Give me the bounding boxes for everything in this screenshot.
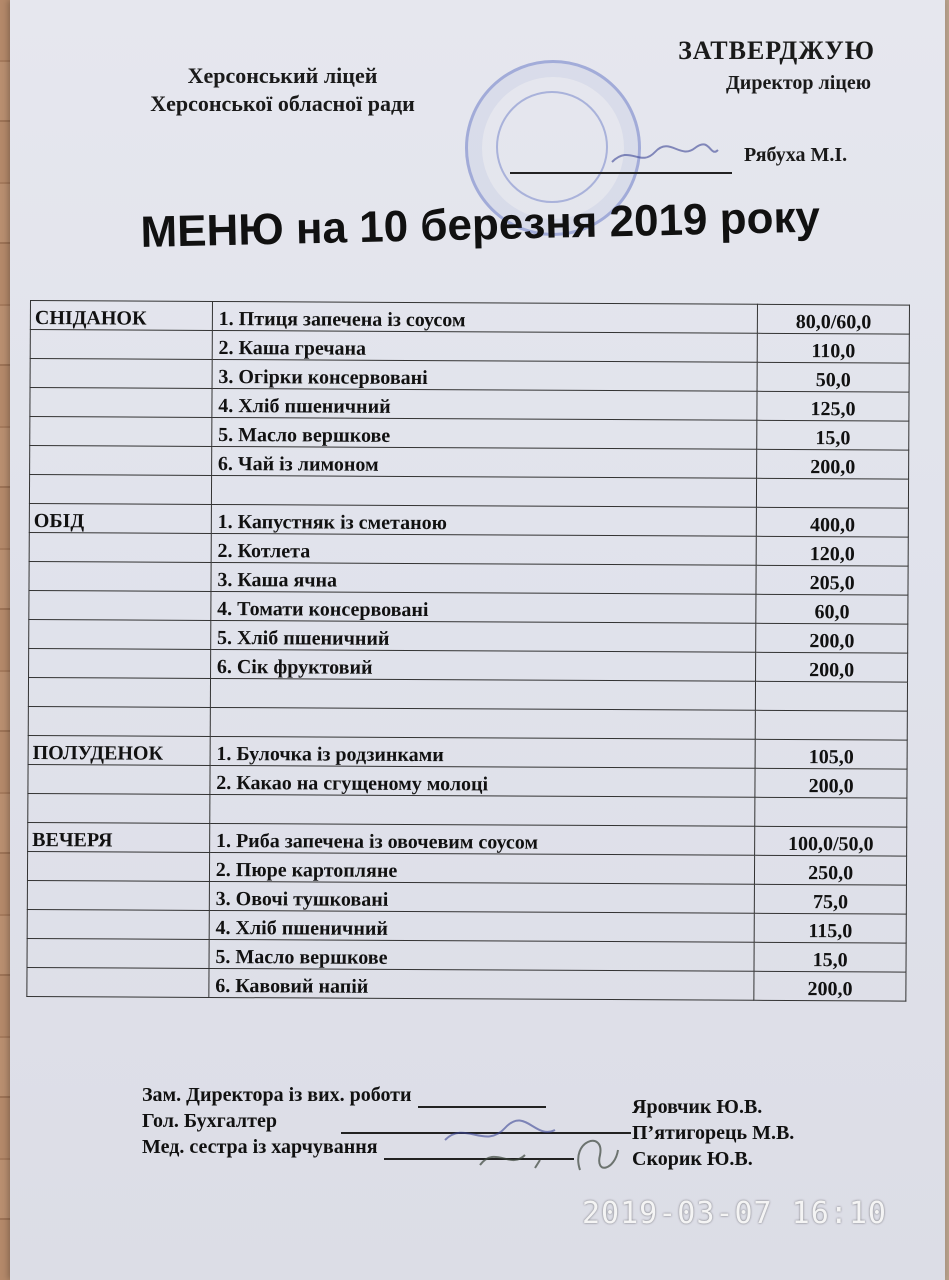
- menu-table: [26, 300, 910, 1002]
- dish-cell: 4. Хліб пшеничний: [212, 388, 758, 420]
- amount-cell: 105,0: [755, 739, 907, 769]
- amount-cell: 120,0: [756, 536, 908, 566]
- table-row: [30, 446, 909, 480]
- amount-cell: 200,0: [755, 768, 907, 798]
- amount-cell: 50,0: [757, 362, 909, 392]
- amount-cell: 60,0: [756, 594, 908, 624]
- amount-cell: 400,0: [757, 507, 909, 537]
- org-line-1: Херсонський ліцей: [187, 63, 378, 88]
- menu-sheet: [10, 0, 945, 1280]
- meal-cell: [27, 938, 209, 968]
- meal-cell: [29, 648, 211, 678]
- dish-cell: 5. Масло вершкове: [212, 417, 758, 449]
- table-row: [29, 503, 908, 537]
- stamp-inner-ring: [496, 91, 608, 203]
- dish-cell: 3. Овочі тушковані: [209, 881, 755, 913]
- amount-cell: 15,0: [757, 420, 909, 450]
- amount-cell: 110,0: [757, 333, 909, 363]
- dish-cell: 1. Птиця запечена із соусом: [212, 301, 758, 333]
- table-row: [30, 359, 909, 393]
- meal-cell: [29, 532, 211, 562]
- amount-cell: 75,0: [755, 884, 907, 914]
- table-row: [27, 938, 906, 972]
- table-row: [28, 793, 907, 827]
- table-row: [30, 388, 909, 422]
- approve-role: Директор ліцею: [726, 72, 871, 94]
- amount-cell: 15,0: [754, 942, 906, 972]
- amount-cell: [755, 797, 907, 827]
- approval-block: [575, 36, 875, 95]
- dish-cell: 4. Томати консервовані: [211, 591, 757, 623]
- table-row: [28, 706, 907, 740]
- table-row: [28, 677, 907, 711]
- meal-cell: [29, 590, 211, 620]
- dish-cell: [210, 707, 756, 739]
- amount-cell: 100,0/50,0: [755, 826, 907, 856]
- director-signature: [610, 140, 720, 170]
- meal-cell: [29, 619, 211, 649]
- meal-cell: [28, 706, 210, 736]
- amount-cell: 250,0: [755, 855, 907, 885]
- meal-cell: [27, 909, 209, 939]
- role-chief-accountant: Гол. Бухгалтер: [142, 1110, 277, 1132]
- amount-cell: 205,0: [756, 565, 908, 595]
- dish-cell: 3. Каша ячна: [211, 562, 757, 594]
- director-sign-line: [510, 172, 732, 174]
- dish-cell: [210, 794, 756, 826]
- amount-cell: 80,0/60,0: [758, 304, 910, 334]
- dish-cell: 1. Риба запечена із овочевим соусом: [209, 823, 755, 855]
- amount-cell: 200,0: [756, 652, 908, 682]
- page-title: МЕНЮ на 10 березня 2019 року: [140, 192, 821, 257]
- role-nurse: Мед. сестра із харчування: [142, 1136, 378, 1158]
- approve-heading: ЗАТВЕРДЖУЮ: [678, 36, 875, 65]
- amount-cell: [756, 681, 908, 711]
- dish-cell: 2. Пюре картопляне: [209, 852, 755, 884]
- dish-cell: 5. Масло вершкове: [209, 939, 755, 971]
- name-deputy-director: Яровчик Ю.В.: [632, 1096, 763, 1118]
- table-row: [27, 967, 906, 1001]
- table-row: [28, 822, 907, 856]
- dish-cell: 2. Котлета: [211, 533, 757, 565]
- table-row: [28, 735, 907, 769]
- dish-cell: [210, 678, 756, 710]
- dish-cell: 1. Булочка із родзинками: [210, 736, 756, 768]
- dish-cell: 4. Хліб пшеничний: [209, 910, 755, 942]
- table-row: [27, 880, 906, 914]
- amount-cell: [755, 710, 907, 740]
- org-line-2: Херсонської обласної ради: [150, 91, 415, 116]
- table-row: [29, 475, 908, 509]
- meal-cell: [30, 330, 212, 360]
- amount-cell: 200,0: [757, 449, 909, 479]
- meal-cell: [30, 446, 212, 476]
- meal-cell: ВЕЧЕРЯ: [28, 822, 210, 852]
- table-row: [27, 909, 906, 943]
- name-nurse: Скорик Ю.В.: [632, 1148, 753, 1170]
- sign-line: [418, 1088, 546, 1108]
- dish-cell: 6. Кавовий напій: [209, 968, 755, 1000]
- table-row: [30, 301, 909, 335]
- meal-cell: СНІДАНОК: [30, 301, 212, 331]
- meal-cell: [30, 388, 212, 418]
- table-row: [30, 417, 909, 451]
- table-row: [29, 590, 908, 624]
- dish-cell: 1. Капустняк із сметаною: [211, 504, 757, 536]
- dish-cell: 2. Какао на сгущеному молоці: [210, 765, 756, 797]
- meal-cell: [30, 417, 212, 447]
- amount-cell: 125,0: [757, 391, 909, 421]
- meal-cell: [29, 561, 211, 591]
- dish-cell: [211, 475, 757, 507]
- table-row: [29, 532, 908, 566]
- role-deputy-director: Зам. Директора із вих. роботи: [142, 1084, 412, 1106]
- table-row: [27, 851, 906, 885]
- table-row: [29, 619, 908, 653]
- meal-cell: ПОЛУДЕНОК: [28, 735, 210, 765]
- table-row: [30, 330, 909, 364]
- name-chief-accountant: П’ятигорець М.В.: [632, 1122, 795, 1144]
- meal-cell: [28, 764, 210, 794]
- meal-cell: [28, 677, 210, 707]
- meal-cell: [27, 967, 209, 997]
- amount-cell: 200,0: [754, 971, 906, 1001]
- table-row: [29, 648, 908, 682]
- dish-cell: 3. Огірки консервовані: [212, 359, 758, 391]
- dish-cell: 2. Каша гречана: [212, 330, 758, 362]
- amount-cell: [757, 478, 909, 508]
- footer-signatures: [440, 1110, 640, 1180]
- photo-timestamp: 2019-03-07 16:10: [582, 1196, 887, 1231]
- table-row: [29, 561, 908, 595]
- organization-header: [110, 62, 455, 118]
- meal-cell: [28, 793, 210, 823]
- amount-cell: 115,0: [754, 913, 906, 943]
- dish-cell: 5. Хліб пшеничний: [210, 620, 756, 652]
- meal-cell: [30, 359, 212, 389]
- meal-cell: [27, 851, 209, 881]
- table-row: [28, 764, 907, 798]
- meal-cell: ОБІД: [29, 503, 211, 533]
- menu-table-body: [27, 301, 910, 1002]
- signature-row: [142, 1082, 631, 1108]
- amount-cell: 200,0: [756, 623, 908, 653]
- signature-names: [632, 1094, 794, 1172]
- meal-cell: [27, 880, 209, 910]
- dish-cell: 6. Сік фруктовий: [210, 649, 756, 681]
- dish-cell: 6. Чай із лимоном: [211, 446, 757, 478]
- director-name: Рябуха М.І.: [744, 144, 848, 166]
- meal-cell: [29, 475, 211, 505]
